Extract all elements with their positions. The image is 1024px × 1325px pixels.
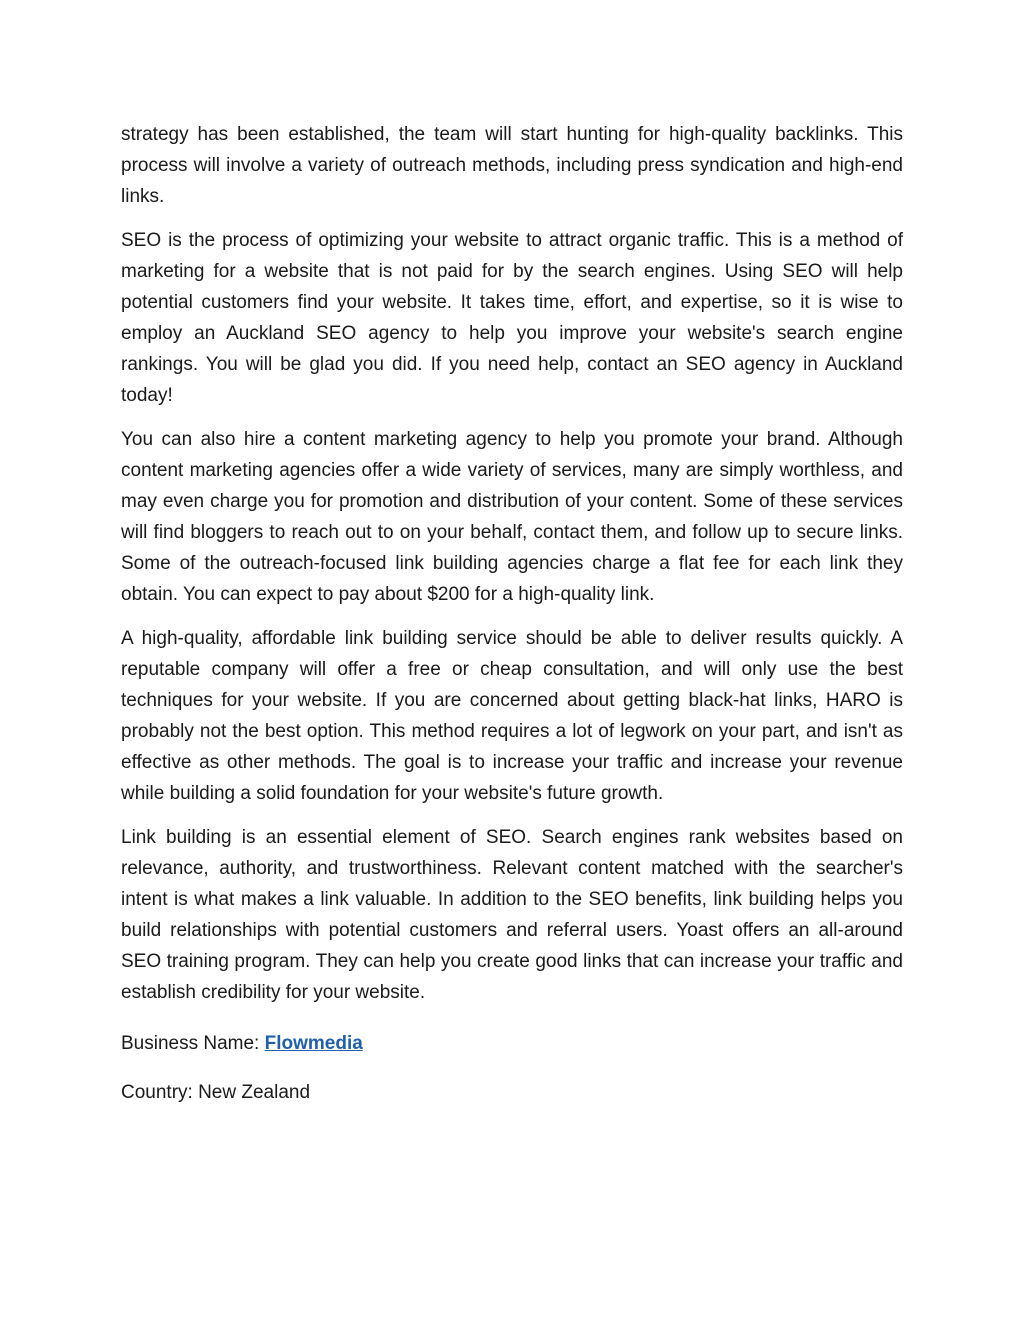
document-page (121, 119, 903, 1108)
paragraph-4: A high-quality, affordable link building service should be able to deliver results quickly. A reputable company will offer a free or cheap consultation, and will only use the best techniques for your website. If you are concerned about getting black-hat links, HARO is probably not the best option. This method requires a lot of legwork on your part, and isn't as effective as other methods. The goal is to increase your traffic and increase your revenue while building a solid foundation for your website's future growth. (121, 628, 903, 804)
business-name-link[interactable]: Flowmedia (264, 1033, 363, 1054)
paragraph-3: You can also hire a content marketing agency to help you promote your brand. Although content marketing agencies offer a wide variety of services, many are simply worthless, and may even charge you for promotion and distribution of your content. Some of these services will find bloggers to reach out to on your behalf, contact them, and follow up to secure links. Some of the outreach-focused link building agencies charge a flat fee for each link they obtain. You can expect to pay about $200 for a high-quality link. (121, 429, 903, 605)
country-line: Country: New Zealand (121, 1082, 311, 1103)
paragraph-2: SEO is the process of optimizing your website to attract organic traffic. This is a method of marketing for a website that is not paid for by the search engines. Using SEO will help potential customers find your website. It takes time, effort, and expertise, so it is wise to employ an Auckland SEO agency to help you improve your website's search engine rankings. You will be glad you did. If you need help, contact an SEO agency in Auckland today! (121, 230, 903, 406)
business-name-label: Business Name: (121, 1033, 265, 1054)
business-name-line (121, 1028, 903, 1059)
paragraph-5: Link building is an essential element of SEO. Search engines rank websites based on relevance, authority, and trustworthiness. Relevant content matched with the searcher's intent is what makes a link valuable. In addition to the SEO benefits, link building helps you build relationships with potential customers and referral users. Yoast offers an all-around SEO training program. They can help you create good links that can increase your traffic and establish credibility for your website. (121, 827, 903, 1003)
paragraph-1: strategy has been established, the team will start hunting for high-quality backlinks. This process will involve a variety of outreach methods, including press syndication and high-end links. (121, 124, 903, 207)
